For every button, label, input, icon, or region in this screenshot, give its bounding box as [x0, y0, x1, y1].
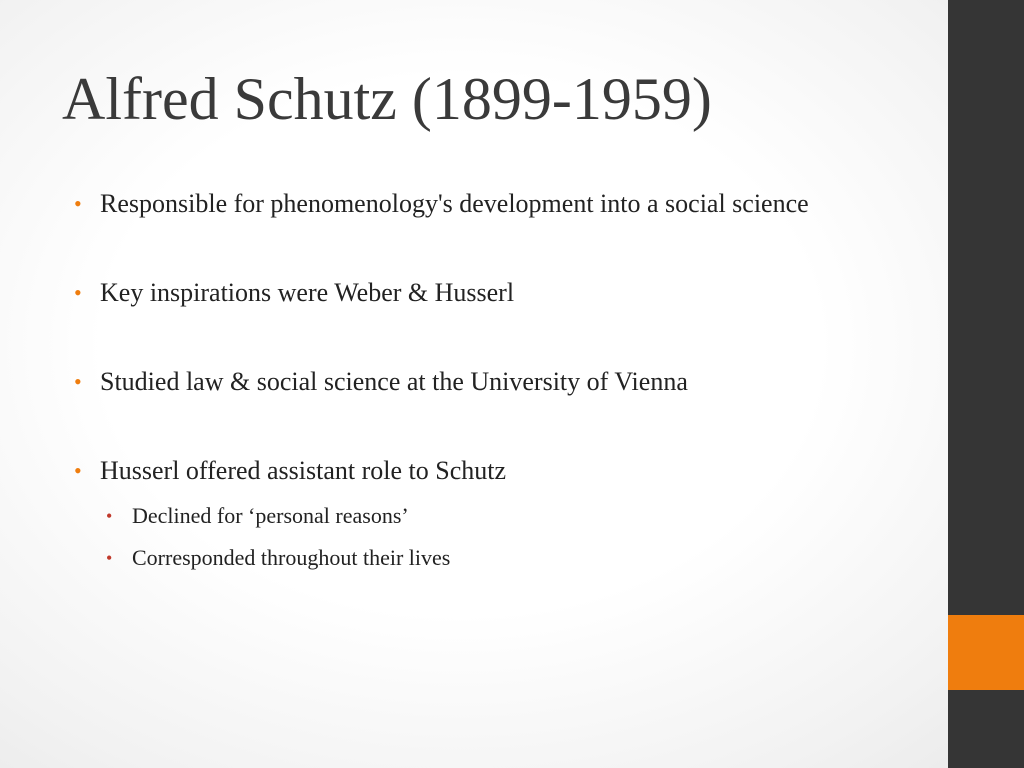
sub-bullet-icon: • [106, 548, 113, 568]
sub-bullet-text: Declined for ‘personal reasons’ [132, 503, 409, 528]
bullet-item [74, 185, 874, 222]
sub-bullet-text: Corresponded throughout their lives [132, 545, 451, 570]
side-accent-block [948, 615, 1024, 690]
bullet-list [74, 185, 874, 579]
bullet-item [74, 363, 874, 400]
bullet-icon: • [74, 458, 82, 483]
bullet-icon: • [74, 369, 82, 394]
bullet-text: Husserl offered assistant role to Schutz [100, 456, 507, 485]
bullet-text: Studied law & social science at the University of Vienna [100, 367, 688, 396]
bullet-text: Responsible for phenomenology's development into a social science [100, 189, 809, 218]
bullet-icon: • [74, 191, 82, 216]
sub-bullet-icon: • [106, 506, 113, 526]
sub-bullet-item [106, 537, 874, 579]
bullet-text: Key inspirations were Weber & Husserl [100, 278, 515, 307]
bullet-item [74, 274, 874, 311]
slide-title: Alfred Schutz (1899-1959) [62, 66, 712, 132]
sub-bullet-list [106, 495, 874, 579]
sub-bullet-item [106, 495, 874, 537]
bullet-icon: • [74, 280, 82, 305]
bullet-item [74, 452, 874, 579]
